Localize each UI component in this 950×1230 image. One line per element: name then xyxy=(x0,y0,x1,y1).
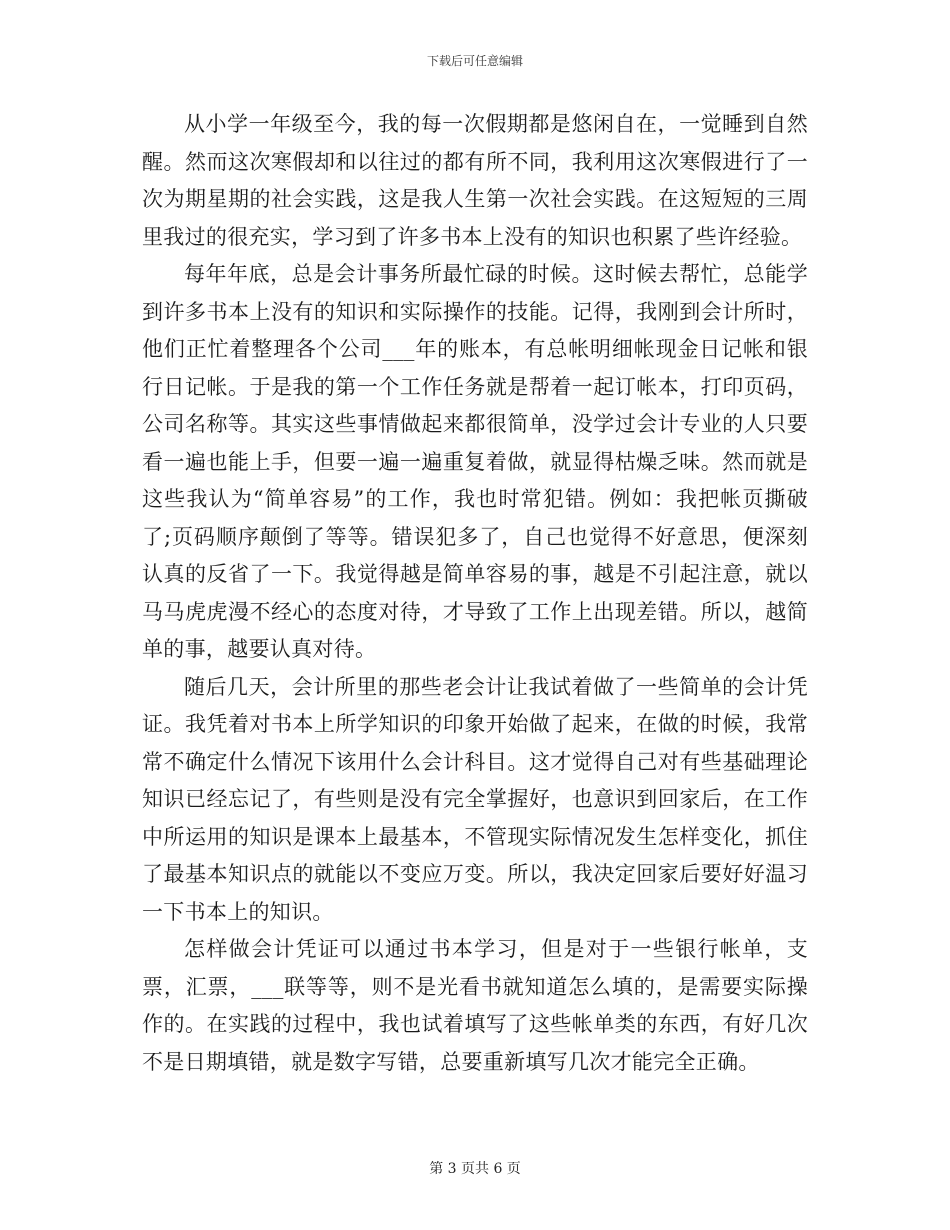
paragraph: 每年年底，总是会计事务所最忙碌的时候。这时候去帮忙，总能学到许多书本上没有的知识和实际操作的技能。记得，我刚到会计所时，他们正忙着整理各个公司___年的账本，有总帐明细帐现金日记帐和银行日记帐。于是我的第一个工作任务就是帮着一起订帐本，打印页码，公司名称等。其实这些事情做起来都很简单，没学过会计专业的人只要看一遍也能上手，但要一遍一遍重复着做，就显得枯燥乏味。然而就是这些我认为“简单容易”的工作，我也时常犯错。例如：我把帐页撕破了;页码顺序颠倒了等等。错误犯多了，自己也觉得不好意思，便深刻认真的反省了一下。我觉得越是简单容易的事，越是不引起注意，就以马马虎虎漫不经心的态度对待，才导致了工作上出现差错。所以，越简单的事，越要认真对待。 xyxy=(142,262,808,661)
paragraph: 怎样做会计凭证可以通过书本学习，但是对于一些银行帐单，支票，汇票，___联等等，则不是光看书就知道怎么填的，是需要实际操作的。在实践的过程中，我也试着填写了这些帐单类的东西，有好几次不是日期填错，就是数字写错，总要重新填写几次才能完全正确。 xyxy=(142,937,808,1074)
paragraph: 随后几天，会计所里的那些老会计让我试着做了一些简单的会计凭证。我凭着对书本上所学知识的印象开始做了起来，在做的时候，我常常不确定什么情况下该用什么会计科目。这才觉得自己对有些基础理论知识已经忘记了，有些则是没有完全掌握好，也意识到回家后，在工作中所运用的知识是课本上最基本，不管现实际情况发生怎样变化，抓住了最基本知识点的就能以不变应万变。所以，我决定回家后要好好温习一下书本上的知识。 xyxy=(142,674,808,924)
page-number: 第 3 页共 6 页 xyxy=(429,1161,521,1177)
document-body xyxy=(142,106,808,1081)
paragraph: 从小学一年级至今，我的每一次假期都是悠闲自在，一觉睡到自然醒。然而这次寒假却和以往过的都有所不同，我利用这次寒假进行了一次为期星期的社会实践，这是我人生第一次社会实践。在这短短的三周里我过的很充实，学习到了许多书本上没有的知识也积累了些许经验。 xyxy=(142,112,808,249)
page-header: 下载后可任意编辑 xyxy=(426,54,523,68)
